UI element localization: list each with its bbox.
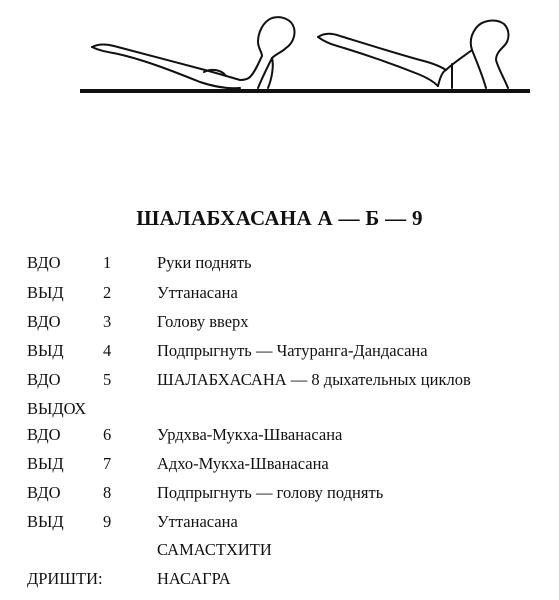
step-row	[0, 540, 559, 566]
step-instruction: Руки поднять	[157, 253, 252, 272]
breath-label: ВЫД	[27, 454, 64, 473]
step-number: 3	[103, 312, 112, 331]
breath-label: ВДО	[27, 370, 61, 389]
step-instruction: Голову вверх	[157, 312, 249, 331]
step-number: 9	[103, 512, 112, 531]
step-instruction: Подпрыгнуть — голову поднять	[157, 483, 384, 502]
page-title: ШАЛАБХАСАНА А — Б — 9	[136, 206, 423, 230]
step-row	[0, 283, 559, 309]
step-row	[0, 425, 559, 451]
breath-label: ВЫД	[27, 283, 64, 302]
drishti-value: НАСАГРА	[157, 569, 231, 588]
step-row	[0, 483, 559, 509]
step-row	[0, 454, 559, 480]
step-number: 1	[103, 253, 112, 272]
step-number: 7	[103, 454, 112, 473]
step-number: 6	[103, 425, 112, 444]
step-number: 2	[103, 283, 112, 302]
step-number: 8	[103, 483, 112, 502]
breath-label: ВДО	[27, 483, 61, 502]
step-instruction: Урдхва-Мукха-Шванасана	[157, 425, 343, 444]
step-row	[0, 569, 559, 595]
floor-line	[80, 89, 530, 93]
step-row	[0, 512, 559, 538]
breath-label: ВДО	[27, 425, 61, 444]
step-instruction: Адхо-Мукха-Шванасана	[157, 454, 329, 473]
step-instruction: САМАСТХИТИ	[157, 540, 272, 559]
step-instruction: Уттанасана	[157, 283, 238, 302]
step-number: 4	[103, 341, 112, 360]
step-row	[0, 253, 559, 279]
step-instruction: Уттанасана	[157, 512, 238, 531]
step-instruction: ШАЛАБХАСАНА — 8 дыхательных циклов	[157, 370, 471, 389]
breath-label: ВЫД	[27, 341, 64, 360]
step-row	[0, 312, 559, 338]
breath-label: ВДО	[27, 253, 61, 272]
step-row	[0, 370, 559, 396]
pose-illustration	[0, 0, 559, 110]
step-instruction: Подпрыгнуть — Чатуранга-Дандасана	[157, 341, 428, 360]
step-row	[0, 399, 559, 425]
pose-figure-b	[318, 21, 509, 88]
step-row	[0, 341, 559, 367]
drishti-label: ДРИШТИ:	[27, 569, 103, 588]
step-number: 5	[103, 370, 112, 389]
breath-label: ВЫДОХ	[27, 399, 87, 418]
breath-label: ВДО	[27, 312, 61, 331]
pose-figure-a	[92, 17, 295, 88]
breath-label: ВЫД	[27, 512, 64, 531]
